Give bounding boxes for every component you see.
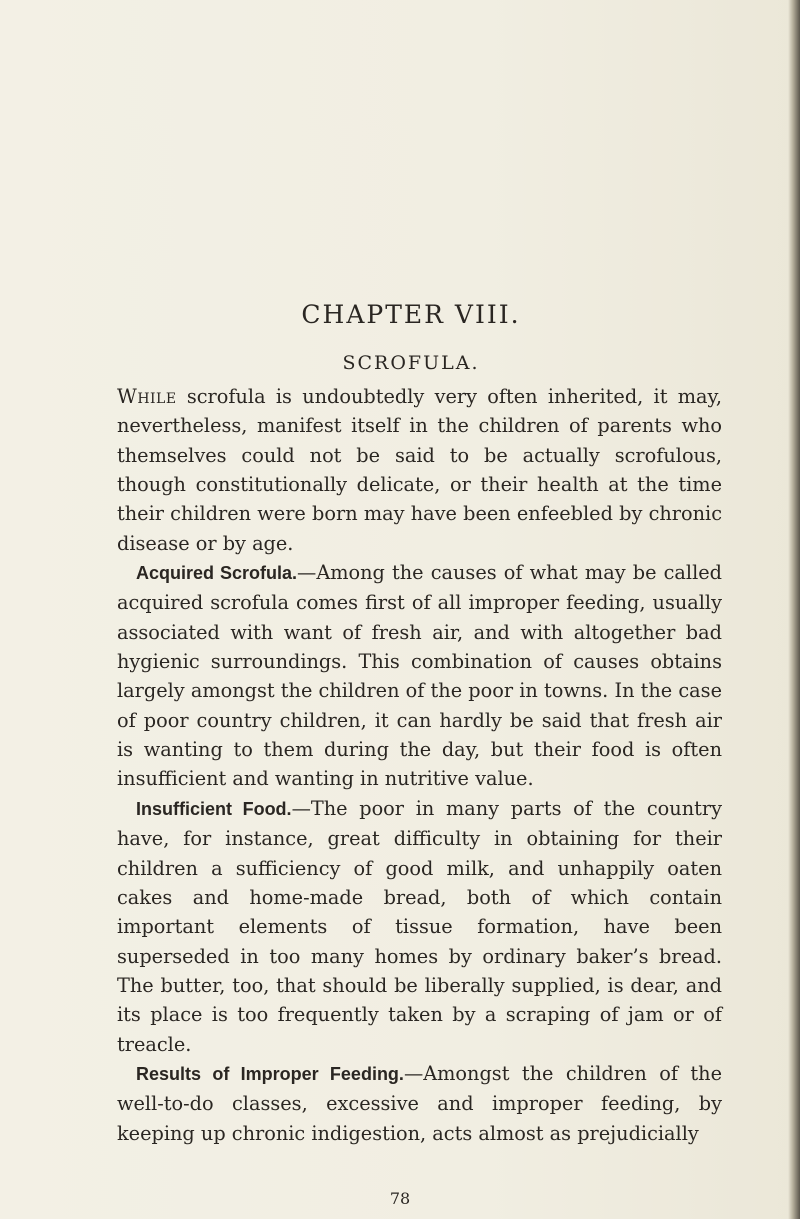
paragraph-text: —Amongst the children of the well-to-do classes, excessive and improper feeding, by keeping up chronic indigestion, acts almost as prejudicially — [117, 1061, 722, 1145]
page-edge-shadow — [788, 0, 800, 1219]
section-heading-acquired-scrofula: Acquired Scrofula. — [136, 563, 298, 584]
body-text — [117, 382, 722, 1148]
paragraph-text: scrofula is undoubtedly very often inherited, it may, nevertheless, manifest itself in the children of parents who themselves could not be said to be actually scrofulous, though constitutionally delicate, or their health at the time their children were born may have been enfeebled by chronic disease or by age. — [117, 385, 722, 555]
paragraph-intro — [117, 382, 722, 558]
page-number: 78 — [389, 1189, 411, 1208]
paragraph-insufficient-food — [117, 794, 722, 1059]
paragraph-text: —The poor in many parts of the country have, for instance, great difficulty in obtaining for their children a sufficiency of good milk, and unhappily oaten cakes and home-made bread, both of which contain important elements of tissue formation, have been superseded in too many homes by ordinary baker’s bread. The butter, too, that should be liberally supplied, is dear, and its place is too frequently taken by a scraping of jam or of treacle. — [117, 796, 722, 1056]
paragraph-lead-word: While — [117, 385, 177, 408]
chapter-subtitle: SCROFULA. — [342, 352, 480, 374]
chapter-heading: CHAPTER VIII. — [301, 300, 521, 329]
section-heading-improper-feeding: Results of Improper Feeding. — [136, 1063, 404, 1084]
paragraph-improper-feeding — [117, 1059, 722, 1148]
paragraph-acquired-scrofula — [117, 558, 722, 794]
section-heading-insufficient-food: Insufficient Food. — [136, 798, 292, 819]
paragraph-text: —Among the causes of what may be called acquired scrofula comes first of all improper feeding, usually associated with want of fresh air, and with altogether bad hygienic surroundings. This combination of causes obtains largely amongst the children of the poor in towns. In the case of poor country children, it can hardly be said that fresh air is wanting to them during the day, but their food is often insufficient and wanting in nutritive value. — [117, 561, 722, 791]
